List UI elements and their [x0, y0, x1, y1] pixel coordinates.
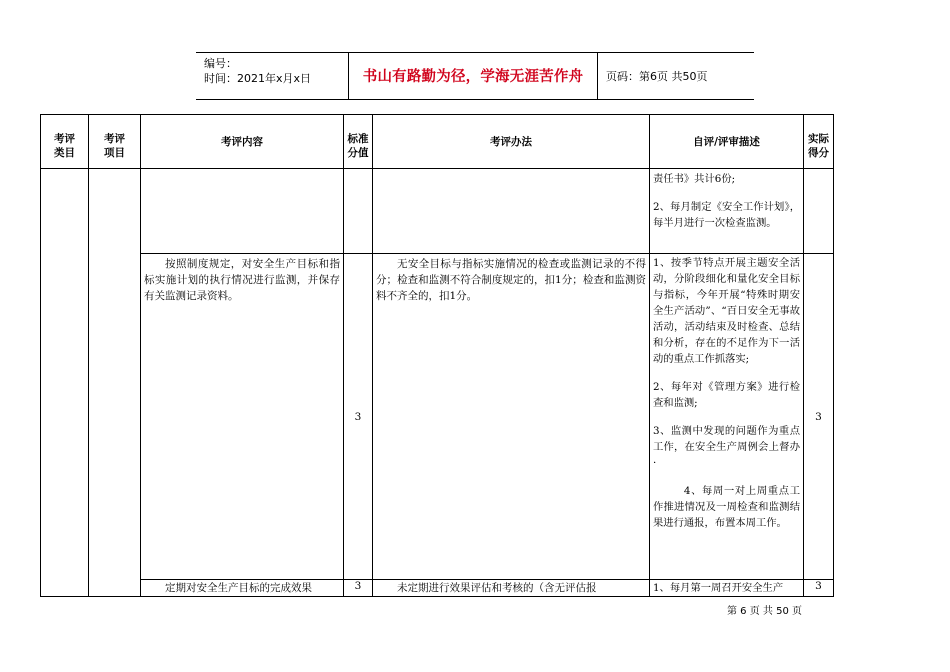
cell-actual: 3	[804, 254, 834, 580]
cell-score: 3	[344, 254, 373, 580]
col-header-method: 考评办法	[373, 115, 650, 169]
cell-self-eval	[650, 169, 804, 254]
col-header-content: 考评内容	[141, 115, 344, 169]
cell-item	[89, 169, 141, 597]
page-footer: 第 6 页 共 50 页	[727, 606, 802, 617]
cell-score	[344, 169, 373, 254]
cell-score: 3	[344, 580, 373, 597]
cell-category	[41, 169, 89, 597]
self-eval-line: 4、每周一对上周重点工作推进情况及一周检查和监测结果进行通报，布置本周工作。	[653, 485, 800, 529]
document-header	[196, 52, 754, 100]
table-row	[41, 169, 834, 254]
table-row	[41, 580, 834, 597]
content-text: 定期对安全生产目标的完成效果	[165, 582, 312, 594]
col-header-actual: 实际 得分	[804, 115, 834, 169]
document-number-label: 编号：	[204, 57, 237, 70]
cell-self-eval	[650, 254, 804, 580]
self-eval-line: 3、监测中发现的问题作为重点工作，在安全生产周例会上督办·	[653, 425, 800, 469]
cell-content	[141, 580, 344, 597]
cell-actual: 3	[804, 580, 834, 597]
cell-method	[373, 580, 650, 597]
col-header-category: 考评 类目	[41, 115, 89, 169]
header-page-label: 页码：第6页 共50页	[606, 70, 708, 83]
cell-content	[141, 169, 344, 254]
col-header-self-eval: 自评/评审描述	[650, 115, 804, 169]
cell-self-eval	[650, 580, 804, 597]
cell-method	[373, 169, 650, 254]
method-text: 无安全目标与指标实施情况的检查或监测记录的不得分；检查和监测不符合制度规定的，扣1分；检查和监测资料不齐全的，扣1分。	[376, 258, 646, 302]
self-eval-line: 2、每月制定《安全工作计划》，每半月进行一次检查监测。	[653, 201, 800, 229]
self-eval-line: 2、每年对《管理方案》进行检查和监测;	[653, 381, 800, 409]
col-header-score: 标准 分值	[344, 115, 373, 169]
cell-actual	[804, 169, 834, 254]
cell-method	[373, 254, 650, 580]
col-header-item: 考评 项目	[89, 115, 141, 169]
content-text: 按照制度规定，对安全生产目标和指标实施计划的执行情况进行监测，并保存有关监测记录资料。	[144, 258, 340, 302]
document-time-label: 时间：2021年x月x日	[204, 72, 312, 85]
table-header-row	[41, 115, 834, 169]
header-bottom-rule	[196, 99, 754, 100]
self-eval-line: 1、每月第一周召开安全生产	[653, 582, 784, 594]
header-divider-right	[597, 53, 598, 99]
cell-content	[141, 254, 344, 580]
evaluation-table	[40, 114, 834, 597]
method-text: 未定期进行效果评估和考核的（含无评估报	[397, 582, 597, 594]
self-eval-line: 1、按季节特点开展主题安全活动，分阶段细化和量化安全目标与指标，今年开展“特殊时期安全生产活动”、“百日安全无事故活动，活动结束及时检查、总结和分析，存在的不足作为下一活动的重点工作抓落实;	[653, 257, 800, 365]
header-top-rule	[196, 52, 754, 53]
header-motto: 书山有路勤为径，学海无涯苦作舟	[362, 69, 584, 85]
table-row	[41, 254, 834, 580]
self-eval-line: 责任书》共计6份;	[653, 173, 736, 185]
